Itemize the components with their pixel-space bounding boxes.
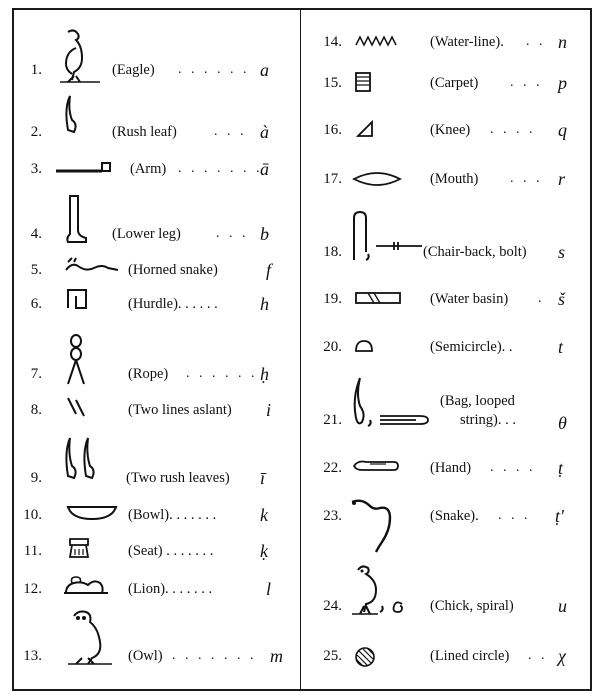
entry-value: ṭ' [555,506,564,526]
list-item [300,504,592,528]
entry-name: (Bag, looped [440,393,515,409]
list-item [0,58,300,82]
entry-number: 10. [23,507,42,523]
entry-name: (Chair-back, bolt) [423,244,527,260]
entry-name: (Knee) [430,122,471,138]
leader-dots: . . [528,648,548,663]
entry-name: (Arm) [130,161,167,177]
snake-icon [350,498,406,559]
entry-number: 5. [30,262,42,278]
entry-number: 3. [30,161,42,177]
bowl-icon [66,503,118,526]
entry-number: 22. [323,460,342,476]
list-item [300,240,592,264]
entry-value: š [558,289,566,309]
entry-value: ī [260,468,266,488]
entry-number: 4. [30,226,42,242]
entry-value: θ [558,413,567,433]
entry-name-line-2: string). . . [460,412,516,428]
list-item [300,594,592,618]
entry-name: (Horned snake) [128,262,218,278]
list-item [300,118,592,142]
entry-value: u [558,596,567,616]
lined-circle-icon [354,646,376,673]
entry-number: 25. [323,648,342,664]
entry-value: n [558,32,567,52]
entry-name: (Water-line). [430,34,504,50]
entry-value: s [558,242,566,262]
lion-icon [62,575,112,602]
entry-value: k [260,505,268,525]
list-item [300,30,592,54]
entry-value: f [266,260,272,280]
entry-name: (Semicircle). . [430,339,513,355]
list-item [300,287,592,311]
entry-number: 2. [30,124,42,140]
list-item [300,71,592,95]
entry-name: (Bowl). . . . . . . [128,507,217,523]
two-rush-leaves-icon [64,436,98,489]
entry-number: 18. [323,244,342,260]
entry-name: (Rush leaf) [112,124,177,140]
entry-number: 19. [323,291,342,307]
list-item [0,466,300,490]
water-line-icon [354,34,402,52]
list-item [0,258,300,282]
entry-value: p [558,73,567,93]
knee-icon [356,120,374,143]
leader-dots: . [538,291,545,306]
entry-number: 13. [23,648,42,664]
entry-value: q [558,120,567,140]
entry-number: 6. [30,296,42,312]
entry-name: (Mouth) [430,171,479,187]
entry-number: 16. [323,122,342,138]
entry-name: (Water basin) [430,291,509,307]
chick-spiral-icon [350,564,414,621]
entry-number: 8. [30,402,42,418]
entry-value: l [266,579,272,599]
entry-value: h [260,294,269,314]
entry-name: (Eagle) [112,62,155,78]
list-item [0,644,300,668]
arm-icon [54,161,114,180]
entry-number: 24. [323,598,342,614]
list-item [300,456,592,480]
entry-number: 23. [323,508,342,524]
entry-name: (Hurdle). . . . . . [128,296,218,312]
mouth-icon [352,171,402,192]
entry-value: ā [260,159,269,179]
entry-number: 9. [30,470,42,486]
entry-value: ḳ [260,541,268,561]
entry-number: 7. [30,366,42,382]
list-item [0,539,300,563]
list-item [0,503,300,527]
entry-number: 20. [323,339,342,355]
leader-dots: . . . [214,124,247,139]
leader-dots: . . . . [490,122,536,137]
entry-value: ḥ [260,364,269,384]
list-item [0,292,300,316]
entry-name: (Snake). [430,508,479,524]
entry-name: (Two lines aslant) [128,402,232,418]
entry-name: (Hand) [430,460,472,476]
rope-icon [66,334,86,391]
entry-name: (Lined circle) [430,648,510,664]
seat-icon [68,537,90,564]
leader-dots: . . . . [490,460,536,475]
leader-dots: . . [526,34,546,49]
rush-leaf-icon [64,94,78,143]
entry-name: (Seat) . . . . . . . [128,543,214,559]
list-item [300,644,592,668]
entry-value: a [260,60,269,80]
entry-name: (Two rush leaves) [126,470,230,486]
list-item [300,393,592,433]
entry-name: (Lion). . . . . . . [128,581,213,597]
entry-value: à [260,122,269,142]
list-item [0,398,300,422]
leader-dots: . . . [510,171,543,186]
water-basin-icon [354,291,402,310]
entry-number: 17. [323,171,342,187]
entry-number: 11. [23,543,42,559]
chair-back-bolt-icon [350,210,424,267]
entry-name: (Carpet) [430,75,479,91]
entry-number: 14. [323,34,342,50]
leader-dots: . . . [510,75,543,90]
leader-dots: . . . . . . . [178,161,263,176]
list-item [0,222,300,246]
entry-value: b [260,224,269,244]
owl-icon [64,610,116,671]
entry-name: (Chick, spiral) [430,598,514,614]
leader-dots: . . . . . . [186,366,258,381]
entry-number: 21. [323,412,342,428]
leader-dots: . . . . . . . [172,648,257,663]
list-item [300,335,592,359]
entry-value: χ [558,646,566,666]
entry-value: i [266,400,272,420]
entry-number: 12. [23,581,42,597]
two-lines-aslant-icon [66,396,88,425]
entry-number: 1. [30,62,42,78]
list-item [0,120,300,144]
entry-value: ṭ [558,458,564,478]
eagle-icon [54,28,106,89]
entry-name: (Lower leg) [112,226,181,242]
leader-dots: . . . [498,508,531,523]
entry-value: m [270,646,283,666]
entry-number: 15. [323,75,342,91]
entry-value: t [558,337,564,357]
leader-dots: . . . [216,226,249,241]
list-item [0,362,300,386]
hand-icon [352,458,400,479]
entry-name: (Owl) [128,648,163,664]
lower-leg-icon [64,194,90,249]
leader-dots: . . . . . . [178,62,250,77]
hurdle-icon [66,288,88,315]
entry-name: (Rope) [128,366,169,382]
list-item [0,577,300,601]
bag-looped-string-icon [350,376,434,437]
horned-snake-icon [64,256,120,281]
list-item [300,167,592,191]
list-item [0,157,300,181]
semicircle-icon [354,339,374,358]
entry-value: r [558,169,566,189]
carpet-icon [354,71,372,98]
